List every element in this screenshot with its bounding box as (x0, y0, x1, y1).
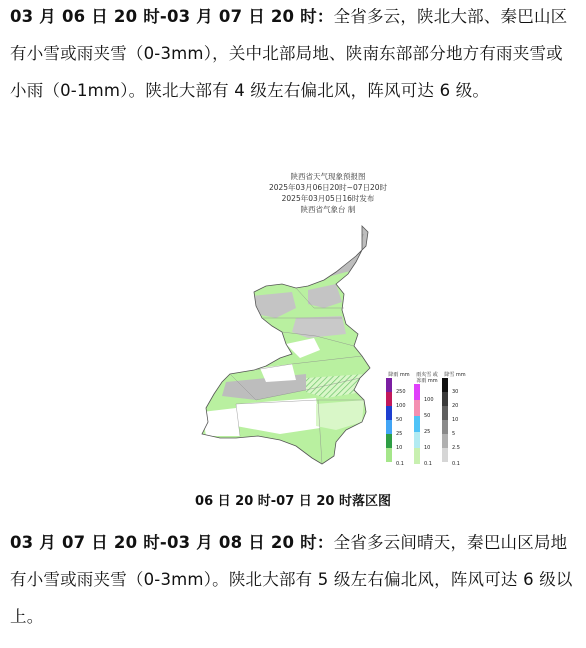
legend-sleet-tick: 25 (424, 429, 431, 435)
forecast-paragraph-day2 (10, 524, 578, 635)
map-issued: 2025年03月05日16时发布 (281, 194, 375, 203)
legend-snow-tick: 20 (452, 403, 459, 409)
legend-sleet-tick: 100 (424, 397, 434, 403)
map-title: 陕西省天气现象预报图 (290, 172, 366, 181)
legend-rain-tick: 250 (396, 389, 406, 395)
legend-snow-tick: 30 (452, 389, 459, 395)
forecast-text: 全省多云间晴天，秦巴山区局地有小雪或雨夹雪（0-3mm）。陕北大部有 5 级左右偏北风，阵风可达 6 级以上。 (10, 533, 573, 626)
legend-sleet-title: 雨夹雪 或冻雨 mm (416, 372, 438, 384)
legend-snow (442, 372, 468, 466)
legend-rain-tick: 25 (396, 431, 403, 437)
legend-snow-tick: 0.1 (452, 461, 460, 467)
legend-sleet-tick: 10 (424, 445, 431, 451)
legend-rain-tick: 10 (396, 445, 403, 451)
legend-snow-tick: 2.5 (452, 445, 460, 451)
legend-rain-tick: 100 (396, 403, 406, 409)
legend-rain-tick: 50 (396, 417, 403, 423)
legend-rain-title: 降雨 mm (388, 372, 410, 378)
forecast-text: 全省多云，陕北大部、秦巴山区有小雪或雨夹雪（0-3mm），关中北部局地、陕南东部部分地方有雨夹雪或小雨（0-1mm）。陕北大部有 4 级左右偏北风，阵风可达 6 级。 (10, 7, 568, 100)
figure-caption: 06 日 20 时-07 日 20 时落区图 (195, 494, 391, 509)
legend-snow-tick: 5 (452, 431, 456, 437)
map-issuer: 陕西省气象台 制 (300, 205, 356, 214)
map-period: 2025年03月06日20时~07日20时 (268, 183, 388, 192)
period-heading: 03 月 07 日 20 时-03 月 08 日 20 时： (10, 533, 334, 552)
legend-snow-title: 降雪 mm (444, 372, 466, 378)
forecast-paragraph-day1 (10, 0, 578, 109)
legend-rain-tick: 0.1 (396, 461, 404, 467)
legend-sleet-tick: 50 (424, 413, 431, 419)
legend-sleet (414, 372, 440, 466)
legend-rain (386, 372, 412, 466)
legend-snow-tick: 10 (452, 417, 459, 423)
period-heading: 03 月 06 日 20 时-03 月 07 日 20 时： (10, 7, 334, 26)
legend-sleet-tick: 0.1 (424, 461, 432, 467)
